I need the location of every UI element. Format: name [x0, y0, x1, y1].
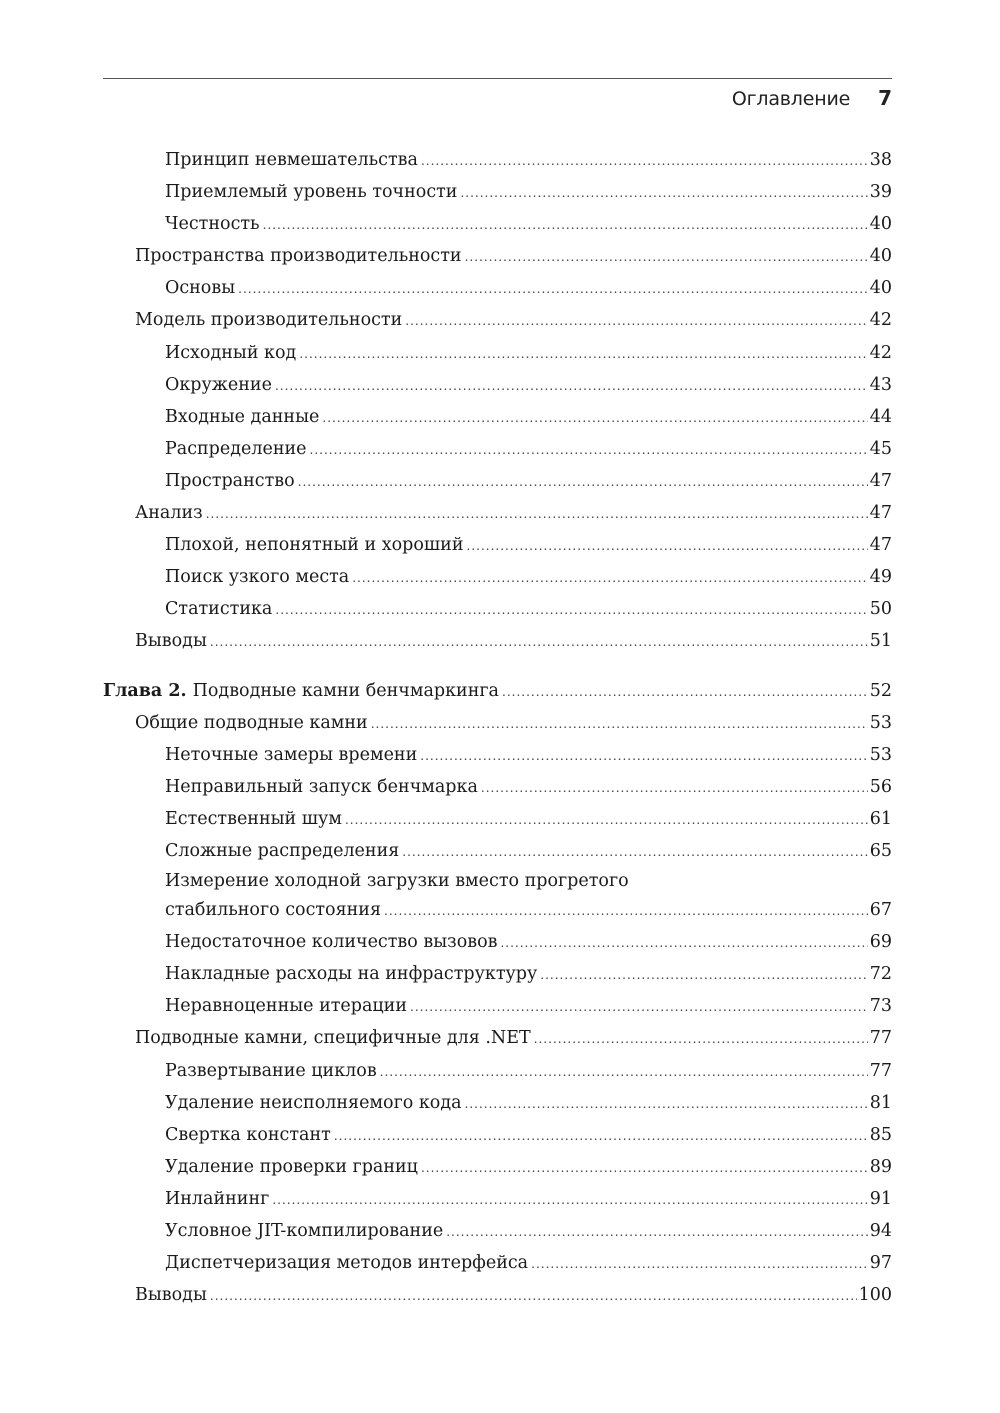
toc-entry[interactable] — [103, 1248, 892, 1280]
toc-entry-page: 39 — [869, 182, 892, 203]
toc-entry-multiline[interactable] — [103, 868, 892, 927]
dot-leader — [465, 1089, 868, 1120]
toc-entry-page: 100 — [858, 1285, 892, 1306]
toc-entry-page: 65 — [869, 840, 892, 861]
dot-leader — [322, 403, 867, 434]
dot-leader — [263, 210, 868, 241]
toc-entry[interactable] — [103, 1280, 892, 1312]
dot-leader — [210, 627, 868, 658]
toc-entry[interactable] — [103, 1216, 892, 1248]
table-of-contents — [103, 145, 892, 1312]
toc-entry-title: Входные данные — [165, 406, 320, 427]
toc-entry-page: 73 — [869, 996, 892, 1017]
dot-leader — [465, 242, 868, 273]
dot-leader — [446, 1217, 867, 1248]
toc-entry-page: 89 — [869, 1156, 892, 1177]
toc-entry-page: 47 — [869, 470, 892, 491]
dot-leader — [310, 435, 868, 466]
toc-entry-page: 56 — [869, 776, 892, 797]
toc-entry-title: Статистика — [165, 599, 273, 620]
toc-entry[interactable] — [103, 402, 892, 434]
toc-entry[interactable] — [103, 1184, 892, 1216]
toc-entry[interactable] — [103, 209, 892, 241]
toc-entry-page: 53 — [869, 744, 892, 765]
toc-entry[interactable] — [103, 991, 892, 1023]
toc-entry[interactable] — [103, 305, 892, 337]
toc-entry-title: Пространство — [165, 470, 295, 491]
toc-entry-title: Инлайнинг — [165, 1188, 270, 1209]
dot-leader — [421, 146, 868, 177]
toc-entry-title: Анализ — [135, 503, 203, 524]
dot-leader — [410, 992, 868, 1023]
toc-entry-page: 72 — [869, 964, 892, 985]
dot-leader — [352, 563, 867, 594]
toc-entry[interactable] — [103, 1152, 892, 1184]
toc-entry-title: Плохой, непонятный и хороший — [165, 535, 464, 556]
toc-entry-page: 67 — [869, 900, 892, 921]
toc-entry-title: Распределение — [165, 438, 307, 459]
dot-leader — [298, 467, 868, 498]
toc-entry-title: Диспетчеризация методов интерфейса — [165, 1253, 529, 1274]
toc-entry[interactable] — [103, 1088, 892, 1120]
dot-leader — [210, 1281, 857, 1312]
dot-leader — [384, 896, 868, 927]
toc-entry-page: 53 — [869, 712, 892, 733]
toc-entry[interactable] — [103, 273, 892, 305]
toc-entry-title: Сложные распределения — [165, 840, 400, 861]
toc-entry-title: Подводные камни, специфичные для .NET — [135, 1028, 531, 1049]
toc-entry-title: Окружение — [165, 374, 272, 395]
dot-leader — [421, 1153, 868, 1184]
dot-leader — [345, 805, 868, 836]
dot-leader — [500, 928, 867, 959]
dot-leader — [272, 1185, 867, 1216]
toc-entry-title: Выводы — [135, 631, 207, 652]
toc-entry-page: 52 — [869, 680, 892, 701]
toc-entry-title: Недостаточное количество вызовов — [165, 932, 498, 953]
toc-entry[interactable] — [103, 530, 892, 562]
toc-entry[interactable] — [103, 338, 892, 370]
dot-leader — [299, 339, 867, 370]
toc-entry[interactable] — [103, 804, 892, 836]
dot-leader — [402, 837, 867, 868]
toc-entry-title: Модель производительности — [135, 310, 403, 331]
toc-entry-page: 97 — [869, 1253, 892, 1274]
toc-entry-title: Общие подводные камни — [135, 712, 368, 733]
toc-entry-title: Естественный шум — [165, 808, 342, 829]
dot-leader — [502, 677, 868, 708]
toc-entry[interactable] — [103, 626, 892, 658]
toc-entry[interactable] — [103, 740, 892, 772]
toc-entry-page: 50 — [869, 599, 892, 620]
toc-entry-title-line2: стабильного состояния — [165, 900, 381, 921]
toc-entry-page: 51 — [869, 631, 892, 652]
header-rule — [103, 78, 892, 79]
toc-entry-page: 77 — [869, 1028, 892, 1049]
toc-entry[interactable] — [103, 370, 892, 402]
toc-entry-page: 40 — [869, 214, 892, 235]
toc-entry-title: Свертка констант — [165, 1124, 331, 1145]
toc-entry-page: 43 — [869, 374, 892, 395]
dot-leader — [371, 709, 868, 740]
toc-entry-title: Основы — [165, 278, 236, 299]
dot-leader — [540, 960, 867, 991]
toc-entry-page: 42 — [869, 310, 892, 331]
toc-entry[interactable] — [103, 1120, 892, 1152]
toc-entry-page: 38 — [869, 150, 892, 170]
dot-leader — [380, 1057, 868, 1088]
toc-entry-title: Исходный код — [165, 342, 297, 363]
toc-entry-page: 81 — [869, 1092, 892, 1113]
toc-entry[interactable] — [103, 1023, 892, 1055]
toc-entry-title: Поиск узкого места — [165, 567, 350, 588]
dot-leader — [238, 274, 868, 305]
toc-entry[interactable] — [103, 145, 892, 177]
toc-entry-title: Условное JIT-компилирование — [165, 1221, 444, 1241]
toc-entry-title: Удаление проверки границ — [165, 1156, 418, 1177]
toc-entry-title: Приемлемый уровень точности — [165, 182, 458, 203]
toc-entry-title: Развертывание циклов — [165, 1060, 377, 1081]
toc-entry-page: 47 — [869, 503, 892, 524]
toc-entry[interactable] — [103, 434, 892, 466]
dot-leader — [275, 371, 868, 402]
toc-entry-title: Неправильный запуск бенчмарка — [165, 776, 478, 797]
dot-leader — [481, 773, 868, 804]
toc-entry-title: Накладные расходы на инфраструктуру — [165, 964, 538, 985]
dot-leader — [334, 1121, 868, 1152]
toc-entry[interactable] — [103, 1056, 892, 1088]
toc-entry-page: 61 — [869, 808, 892, 829]
toc-entry-page: 40 — [869, 246, 892, 267]
toc-entry-page: 77 — [869, 1060, 892, 1081]
toc-entry[interactable] — [103, 498, 892, 530]
toc-entry-title: Подводные камни бенчмаркинга — [192, 680, 499, 701]
dot-leader — [534, 1024, 868, 1055]
toc-entry[interactable] — [103, 241, 892, 273]
toc-entry[interactable] — [103, 594, 892, 626]
dot-leader — [405, 306, 867, 337]
toc-entry-title: Удаление неисполняемого кода — [165, 1092, 462, 1113]
toc-entry[interactable] — [103, 177, 892, 209]
dot-leader — [420, 741, 867, 772]
chapter-label: Глава 2. — [103, 680, 187, 701]
toc-entry-page: 45 — [869, 438, 892, 459]
toc-entry-page: 47 — [869, 535, 892, 556]
toc-entry-title-line1: Измерение холодной загрузки вместо прогретого — [165, 871, 629, 892]
toc-entry-page: 40 — [869, 278, 892, 299]
section-title: Оглавление — [731, 88, 851, 110]
dot-leader — [460, 178, 867, 209]
dot-leader — [206, 499, 868, 530]
toc-entry-page: 49 — [869, 567, 892, 588]
page-number: 7 — [878, 86, 892, 110]
toc-entry-title: Неточные замеры времени — [165, 744, 418, 765]
toc-entry[interactable] — [103, 708, 892, 740]
toc-entry[interactable] — [103, 466, 892, 498]
toc-entry-title: Честность — [165, 214, 260, 235]
toc-entry[interactable] — [103, 927, 892, 959]
toc-entry-page: 44 — [869, 406, 892, 427]
toc-entry-title: Принцип невмешательства — [165, 150, 418, 170]
running-head — [732, 86, 892, 110]
toc-entry-title: Неравноценные итерации — [165, 996, 408, 1017]
toc-entry-page: 85 — [869, 1124, 892, 1145]
dot-leader — [467, 531, 868, 562]
toc-chapter-entry[interactable] — [103, 676, 892, 708]
toc-entry-title: Пространства производительности — [135, 246, 462, 267]
toc-entry[interactable] — [103, 836, 892, 868]
toc-entry[interactable] — [103, 772, 892, 804]
dot-leader — [275, 595, 867, 626]
toc-entry-page: 94 — [869, 1221, 892, 1241]
dot-leader — [531, 1249, 868, 1280]
toc-entry-page: 69 — [869, 932, 892, 953]
toc-entry-title: Выводы — [135, 1285, 207, 1306]
toc-entry[interactable] — [103, 562, 892, 594]
toc-entry-page: 42 — [869, 342, 892, 363]
toc-entry-page: 91 — [869, 1188, 892, 1209]
toc-entry[interactable] — [103, 959, 892, 991]
